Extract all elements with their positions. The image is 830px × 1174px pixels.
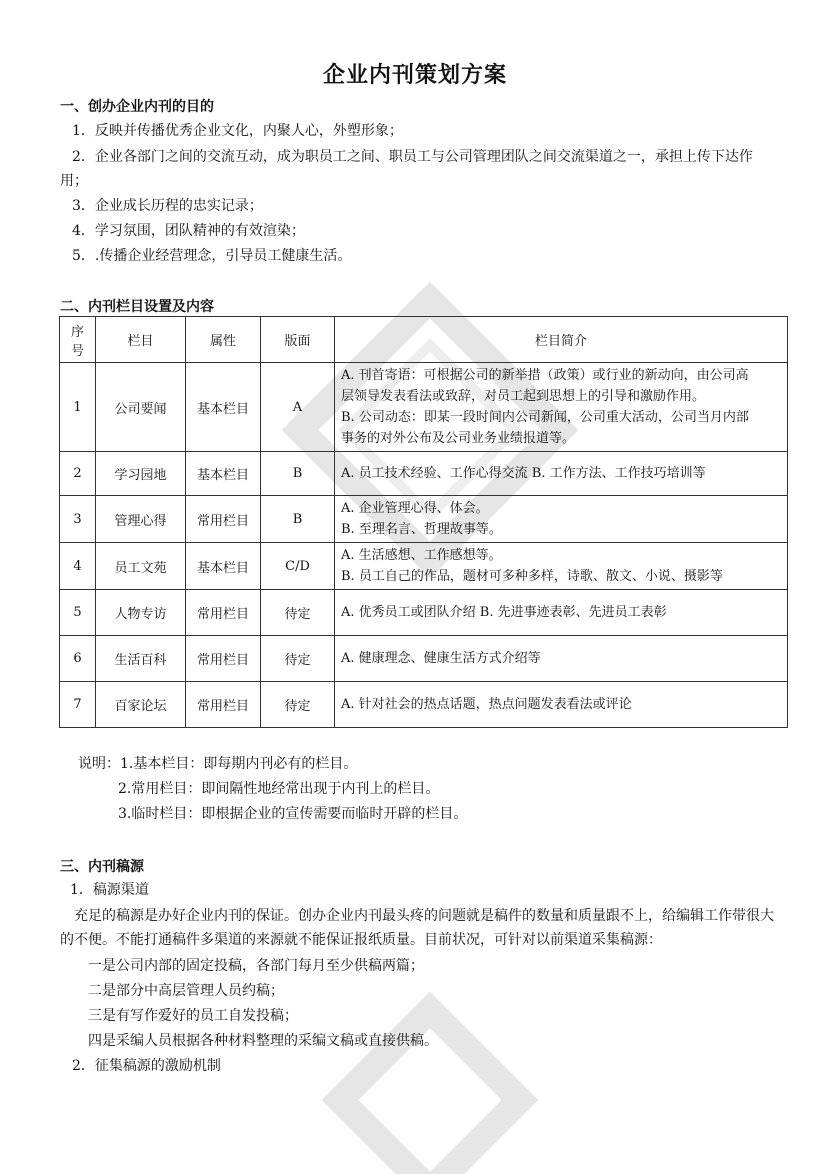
cell-attr: 基本栏目 [186, 543, 261, 590]
header-no [60, 317, 96, 363]
cell-desc [335, 363, 788, 452]
header-no-line: 序 [70, 324, 84, 340]
desc-line: 事务的对外公布及公司业务业绩报道等。 [341, 431, 576, 446]
desc-line: A. 刊首寄语：可根据公司的新举措（政策）或行业的新动向，由公司高 [341, 368, 749, 383]
section3-paragraph: 充足的稿源是办好企业内刊的保证。创办企业内刊最头疼的问题就是稿件的数量和质量跟不上，给编辑工作带很大的不便。不能打通稿件多渠道的来源就不能保证报纸质量。目前状况，可针对以前渠道采集稿源： [60, 908, 774, 948]
desc-line: A. 企业管理心得、体会。 [341, 501, 489, 516]
cell-no: 6 [60, 636, 96, 682]
table-header-row [60, 317, 788, 363]
cell-attr: 常用栏目 [186, 682, 261, 728]
cell-layout: B [261, 496, 335, 543]
cell-attr: 基本栏目 [186, 363, 261, 452]
cell-layout: 待定 [261, 636, 335, 682]
desc-line: A. 员工技术经验、工作心得交流 B. 工作方法、工作技巧培训等 [341, 466, 706, 481]
cell-desc [335, 543, 788, 590]
section3-sub-heading: 1．稿源渠道 [70, 882, 149, 898]
cell-column: 管理心得 [96, 496, 186, 543]
cell-desc [335, 452, 788, 496]
cell-attr: 常用栏目 [186, 590, 261, 636]
section1-item: 1．反映并传播优秀企业文化，内聚人心，外塑形象； [72, 123, 403, 139]
section3-list-item: 一是公司内部的固定投稿，各部门每月至少供稿两篇； [88, 958, 424, 974]
cell-column: 公司要闻 [96, 363, 186, 452]
cell-desc [335, 496, 788, 543]
section1-item: 用； [60, 173, 88, 189]
cell-attr: 常用栏目 [186, 636, 261, 682]
desc-line: A. 优秀员工或团队介绍 B. 先进事迹表彰、先进员工表彰 [341, 605, 667, 620]
header-attr: 属性 [186, 317, 261, 363]
cell-no: 2 [60, 452, 96, 496]
note-line: 说明：1.基本栏目：即每期内刊必有的栏目。 [78, 756, 358, 772]
table-row [60, 543, 788, 590]
cell-desc [335, 636, 788, 682]
section2-heading: 二、内刊栏目设置及内容 [60, 299, 214, 315]
header-column: 栏目 [96, 317, 186, 363]
cell-attr: 基本栏目 [186, 452, 261, 496]
section1-item: 5．.传播企业经营理念，引导员工健康生活。 [72, 248, 352, 264]
table-row [60, 496, 788, 543]
note-line: 3.临时栏目：即根据企业的宣传需要而临时开辟的栏目。 [118, 806, 468, 822]
desc-line: A. 健康理念、健康生活方式介绍等 [341, 651, 541, 666]
section1-item: 2．企业各部门之间的交流互动，成为职员工之间、职员工与公司管理团队之间交流渠道之一，承担上传下达作 [72, 149, 753, 165]
section3-sub-heading: 2．征集稿源的激励机制 [72, 1058, 221, 1074]
cell-layout: C/D [261, 543, 335, 590]
cell-no: 1 [60, 363, 96, 452]
desc-line: B. 员工自己的作品，题材可多种多样，诗歌、散文、小说、摄影等 [341, 569, 723, 584]
desc-line: A. 针对社会的热点话题，热点问题发表看法或评论 [341, 697, 632, 712]
section1-heading: 一、创办企业内刊的目的 [60, 99, 214, 115]
cell-no: 4 [60, 543, 96, 590]
section3-list-item: 四是采编人员根据各种材料整理的采编文稿或直接供稿。 [88, 1033, 438, 1049]
header-layout: 版面 [261, 317, 335, 363]
cell-column: 员工文苑 [96, 543, 186, 590]
cell-no: 7 [60, 682, 96, 728]
cell-layout: 待定 [261, 590, 335, 636]
section3-list-item: 二是部分中高层管理人员约稿； [88, 983, 284, 999]
cell-no: 3 [60, 496, 96, 543]
desc-line: A. 生活感想、工作感想等。 [341, 548, 502, 563]
cell-column: 百家论坛 [96, 682, 186, 728]
desc-line: 层领导发表看法或致辞，对员工起到思想上的引导和激励作用。 [341, 389, 706, 404]
section1-item: 4．学习氛围，团队精神的有效渲染； [72, 223, 305, 239]
desc-line: B. 公司动态：即某一段时间内公司新闻，公司重大活动，公司当月内部 [341, 410, 749, 425]
document-title: 企业内刊策划方案 [322, 62, 507, 88]
cell-desc [335, 682, 788, 728]
cell-no: 5 [60, 590, 96, 636]
desc-line: B. 至理名言、哲理故事等。 [341, 522, 502, 537]
cell-column: 学习园地 [96, 452, 186, 496]
section1-item: 3．企业成长历程的忠实记录； [72, 198, 263, 214]
header-no-line: 号 [70, 343, 84, 359]
table-row [60, 636, 788, 682]
cell-column: 人物专访 [96, 590, 186, 636]
section3-heading: 三、内刊稿源 [60, 859, 144, 875]
cell-column: 生活百科 [96, 636, 186, 682]
section3-list-item: 三是有写作爱好的员工自发投稿； [88, 1008, 298, 1024]
cell-desc [335, 590, 788, 636]
table-row [60, 363, 788, 452]
cell-layout: B [261, 452, 335, 496]
cell-attr: 常用栏目 [186, 496, 261, 543]
column-table [59, 316, 788, 728]
table-row [60, 590, 788, 636]
table-row [60, 452, 788, 496]
cell-layout: A [261, 363, 335, 452]
note-line: 2.常用栏目：即间隔性地经常出现于内刊上的栏目。 [118, 781, 440, 797]
cell-layout: 待定 [261, 682, 335, 728]
table-row [60, 682, 788, 728]
header-desc: 栏目简介 [335, 317, 788, 363]
